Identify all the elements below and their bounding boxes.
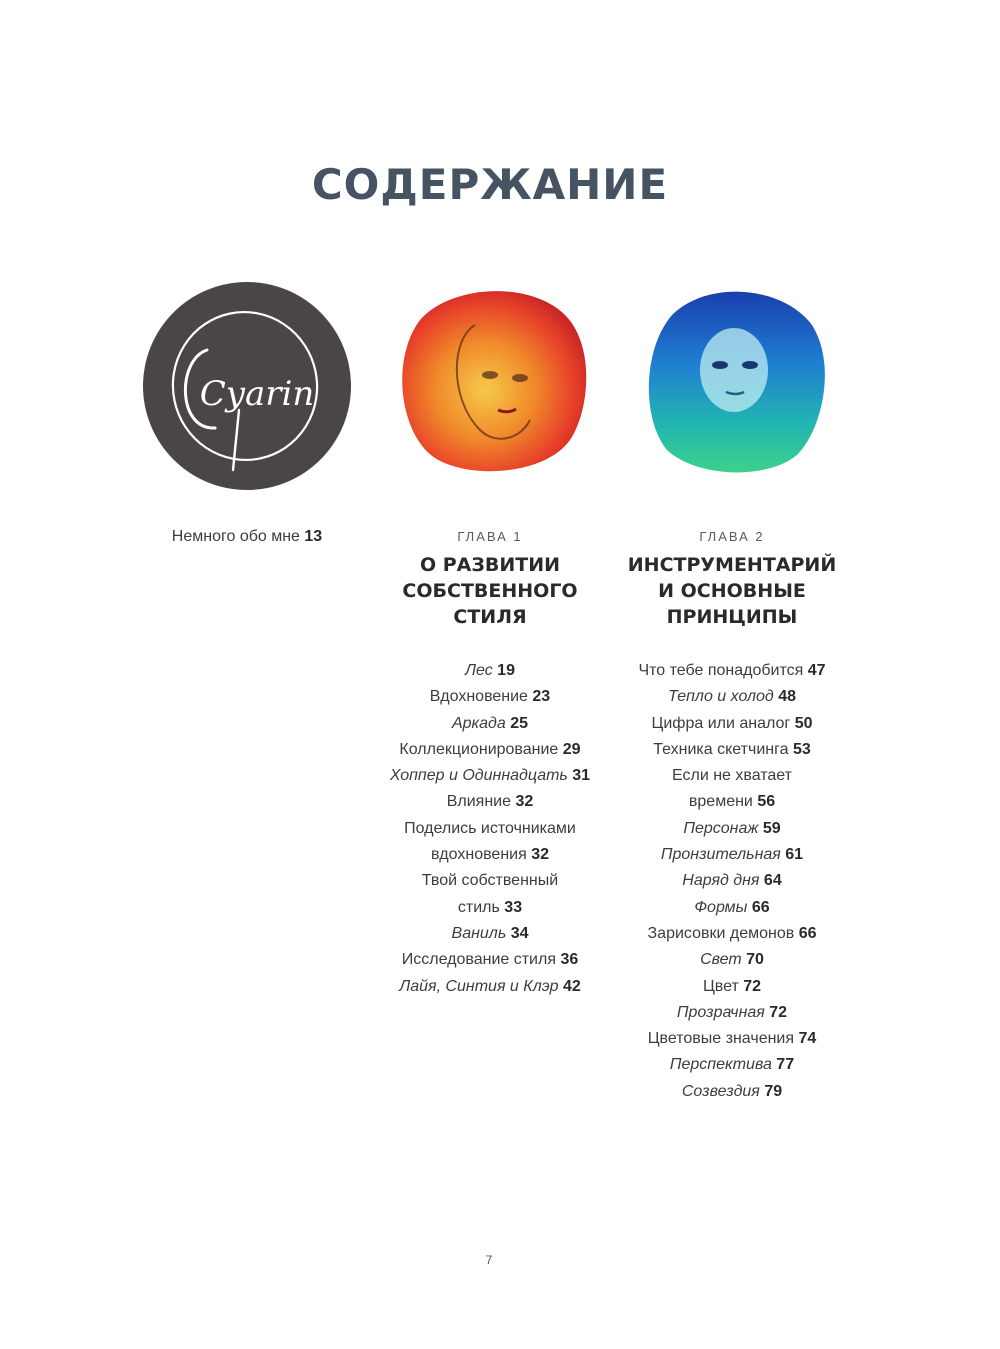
- toc-entry-title: Тепло и холод: [667, 688, 774, 706]
- toc-entry[interactable]: [612, 658, 852, 684]
- toc-entry-title: Цифра или аналог: [651, 714, 791, 732]
- toc-entry-page: 64: [763, 872, 782, 890]
- toc-entry-title: Вдохновение: [429, 688, 528, 706]
- about-page: 13: [304, 528, 323, 545]
- toc-entry[interactable]: [612, 974, 852, 1000]
- toc-entry[interactable]: [612, 737, 852, 763]
- toc-entry[interactable]: [612, 842, 852, 868]
- toc-entry-page: 29: [562, 740, 581, 758]
- toc-entry-title: Техника скетчинга: [653, 740, 789, 758]
- toc-entry-page: 48: [778, 688, 797, 706]
- toc-entry-title: Поделись источниками: [404, 819, 576, 837]
- toc-entry[interactable]: [370, 789, 610, 815]
- toc-entry[interactable]: [370, 763, 610, 789]
- toc-entry-title: Что тебе понадобится: [638, 662, 804, 679]
- toc-entry-title: Твой собственный: [421, 872, 559, 890]
- toc-entry-page: 42: [562, 977, 581, 995]
- chapter2-label: ГЛАВА 2: [699, 529, 765, 544]
- toc-entry-page: 56: [757, 793, 776, 811]
- toc-entry[interactable]: [370, 658, 610, 684]
- toc-entry[interactable]: [612, 1052, 852, 1078]
- toc-entry-title: Аркада: [451, 714, 506, 732]
- chapter1-toc-list: [370, 658, 610, 1000]
- toc-entry-page: 32: [515, 793, 534, 811]
- toc-entry-title: Если не хватает: [672, 767, 792, 785]
- about-entry[interactable]: [127, 528, 367, 546]
- toc-entry-page: 31: [572, 767, 591, 785]
- toc-entry-title: времени: [688, 793, 753, 811]
- toc-entry-title: Исследование стиля: [401, 951, 556, 969]
- toc-entry-title: Перспектива: [669, 1056, 772, 1074]
- chapter1-title: О РАЗВИТИИ СОБСТВЕННОГО СТИЛЯ: [402, 554, 578, 628]
- toc-entry-page: 25: [510, 714, 528, 732]
- about-label: Немного обо мне: [171, 528, 300, 545]
- toc-entry[interactable]: [612, 816, 852, 842]
- toc-entry[interactable]: [370, 737, 610, 763]
- toc-entry[interactable]: [612, 789, 852, 815]
- toc-entry-title: Пронзительная: [660, 846, 781, 864]
- toc-entry-title: Цветовые значения: [647, 1030, 795, 1048]
- toc-entry[interactable]: [612, 1000, 852, 1026]
- toc-entry-page: 33: [504, 898, 523, 916]
- toc-entry-page: 77: [776, 1056, 795, 1074]
- page-title: СОДЕРЖАНИЕ: [311, 160, 669, 209]
- toc-entry-page: 61: [785, 846, 804, 864]
- toc-entry[interactable]: [612, 711, 852, 737]
- author-logo: [127, 280, 367, 490]
- toc-entry[interactable]: [370, 842, 610, 868]
- toc-entry-title: Прозрачная: [676, 1003, 765, 1021]
- toc-entry-page: 47: [807, 662, 826, 679]
- toc-entry[interactable]: [612, 921, 852, 947]
- toc-entry-page: 72: [743, 977, 762, 995]
- toc-entry-page: 74: [798, 1030, 817, 1048]
- toc-entry-title: Зарисовки демонов: [647, 924, 795, 942]
- chapter2-illustration: [612, 280, 852, 490]
- toc-entry-title: Хоппер и Одиннадцать: [389, 767, 568, 785]
- cool-portrait-icon: [622, 280, 842, 480]
- toc-entry-title: вдохновения: [430, 846, 527, 864]
- toc-entry-title: Свет: [700, 951, 742, 969]
- toc-entry[interactable]: [612, 1079, 852, 1105]
- page-number: 7: [485, 1253, 493, 1267]
- toc-entry-page: 23: [532, 688, 551, 706]
- toc-entry-page: 66: [751, 898, 770, 916]
- toc-entry-page: 32: [531, 846, 549, 864]
- toc-entry[interactable]: [370, 921, 610, 947]
- toc-entry-page: 59: [762, 819, 781, 837]
- toc-entry[interactable]: [370, 868, 610, 894]
- warm-portrait-icon: [380, 280, 600, 480]
- toc-entry[interactable]: [370, 947, 610, 973]
- chapter2-toc-list: [612, 658, 852, 1105]
- toc-entry[interactable]: [370, 895, 610, 921]
- toc-entry[interactable]: [612, 763, 852, 789]
- toc-entry-page: 70: [746, 951, 764, 969]
- toc-entry-title: Наряд дня: [682, 872, 760, 890]
- toc-entry-title: Коллекционирование: [399, 740, 559, 758]
- chapter2-title: ИНСТРУМЕНТАРИЙ И ОСНОВНЫЕ ПРИНЦИПЫ: [627, 554, 837, 628]
- signature-logo-icon: [137, 280, 357, 500]
- toc-entry-page: 36: [560, 951, 579, 969]
- toc-entry[interactable]: [370, 684, 610, 710]
- toc-entry[interactable]: [612, 947, 852, 973]
- toc-entry[interactable]: [612, 684, 852, 710]
- toc-entry-page: 34: [510, 924, 529, 942]
- toc-entry-title: Ваниль: [451, 924, 507, 942]
- toc-entry-title: Цвет: [702, 977, 739, 995]
- chapter1-label: ГЛАВА 1: [457, 529, 523, 544]
- toc-entry-title: Влияние: [446, 793, 512, 811]
- toc-entry-page: 79: [764, 1082, 783, 1100]
- toc-entry[interactable]: [612, 895, 852, 921]
- toc-entry-page: 53: [792, 740, 811, 758]
- toc-entry-title: Персонаж: [683, 819, 759, 837]
- toc-entry-title: Лес: [465, 662, 493, 679]
- toc-entry-title: Формы: [694, 898, 748, 916]
- toc-entry-title: Лайя, Синтия и Клэр: [399, 977, 559, 995]
- toc-entry[interactable]: [370, 711, 610, 737]
- toc-entry-page: 50: [794, 714, 813, 732]
- toc-entry[interactable]: [612, 868, 852, 894]
- toc-entry-page: 66: [798, 924, 817, 942]
- logo-text: Cyarin: [199, 374, 315, 414]
- toc-entry-title: Созвездия: [681, 1082, 760, 1100]
- toc-entry[interactable]: [370, 816, 610, 842]
- toc-entry[interactable]: [612, 1026, 852, 1052]
- toc-entry-page: 19: [497, 662, 515, 679]
- chapter1-illustration: [370, 280, 610, 490]
- toc-entry-title: стиль: [457, 898, 500, 916]
- toc-entry-page: 72: [769, 1003, 788, 1021]
- toc-entry[interactable]: [370, 974, 610, 1000]
